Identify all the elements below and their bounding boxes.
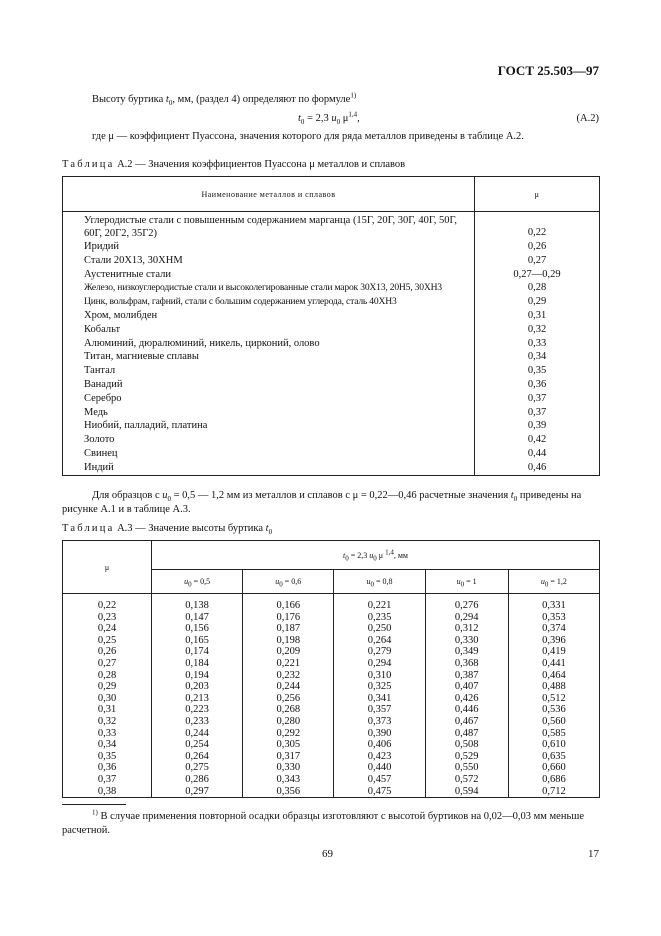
height-value: 0,341 (334, 693, 425, 705)
table-row (63, 739, 600, 751)
height-value: 0,560 (508, 716, 599, 728)
height-value: 0,512 (508, 693, 599, 705)
height-value: 0,457 (334, 774, 425, 786)
height-value: 0,221 (334, 600, 425, 612)
poisson-value: 0,33 (475, 337, 600, 351)
height-value: 0,585 (508, 728, 599, 740)
height-value: 0,330 (425, 635, 508, 647)
material-name: Индий (63, 461, 475, 475)
poisson-value: 0,27 (475, 254, 600, 268)
height-value: 0,464 (508, 670, 599, 682)
height-value: 0,529 (425, 751, 508, 763)
height-value: 0,419 (508, 646, 599, 658)
page-number-right: 17 (588, 848, 599, 860)
table-row (63, 309, 600, 323)
height-value: 0,244 (243, 681, 334, 693)
table-row (63, 378, 600, 392)
table-a3-caption: Таблица А.3 — Значение высоты буртика $t_0$ (62, 523, 273, 537)
height-value: 0,280 (243, 716, 334, 728)
poisson-value: 0,27—0,29 (475, 268, 600, 282)
height-value: 0,325 (334, 681, 425, 693)
u0-column-header: $u_0 = 0,5$ (152, 570, 243, 594)
height-value: 0,343 (243, 774, 334, 786)
col-mu-header: μ (63, 541, 152, 594)
table-row (63, 681, 600, 693)
table-row (63, 406, 600, 420)
material-name: Стали 20Х13, 30ХНМ (63, 254, 475, 268)
height-value: 0,488 (508, 681, 599, 693)
material-name: Хром, молибден (63, 309, 475, 323)
height-value: 0,233 (152, 716, 243, 728)
table-a3 (62, 540, 600, 798)
height-value: 0,374 (508, 623, 599, 635)
height-value: 0,536 (508, 704, 599, 716)
mu-value: 0,38 (63, 786, 152, 798)
height-value: 0,357 (334, 704, 425, 716)
height-value: 0,712 (508, 786, 599, 798)
table-row (63, 646, 600, 658)
poisson-value: 0,32 (475, 323, 600, 337)
table-row (63, 364, 600, 378)
height-value: 0,550 (425, 762, 508, 774)
height-value: 0,294 (334, 658, 425, 670)
formula-a2: $t_0 = 2,3$ $u_0$ $\mu^{1,4}$, (298, 110, 360, 127)
height-value: 0,406 (334, 739, 425, 751)
height-value: 0,610 (508, 739, 599, 751)
table-row (63, 693, 600, 705)
table-row (63, 240, 600, 254)
height-value: 0,423 (334, 751, 425, 763)
height-value: 0,635 (508, 751, 599, 763)
height-value: 0,209 (243, 646, 334, 658)
height-value: 0,166 (243, 600, 334, 612)
height-value: 0,198 (243, 635, 334, 647)
table-row (63, 281, 600, 295)
table-row (63, 433, 600, 447)
table-row (63, 786, 600, 798)
height-value: 0,446 (425, 704, 508, 716)
height-value: 0,330 (243, 762, 334, 774)
height-value: 0,317 (243, 751, 334, 763)
intro-line: Высоту буртика $t_0$, мм, (раздел 4) определяют по формуле$^{1)}$ (92, 91, 357, 108)
height-value: 0,223 (152, 704, 243, 716)
mu-value: 0,35 (63, 751, 152, 763)
height-value: 0,426 (425, 693, 508, 705)
height-value: 0,235 (334, 612, 425, 624)
mu-value: 0,25 (63, 635, 152, 647)
poisson-explanation: где μ — коэффициент Пуассона, значения которого для ряда металлов приведены в таблице А.2. (92, 131, 524, 142)
height-value: 0,390 (334, 728, 425, 740)
height-value: 0,213 (152, 693, 243, 705)
material-name: Титан, магниевые сплавы (63, 350, 475, 364)
height-value: 0,349 (425, 646, 508, 658)
height-value: 0,187 (243, 623, 334, 635)
height-value: 0,147 (152, 612, 243, 624)
material-name: Серебро (63, 392, 475, 406)
height-value: 0,407 (425, 681, 508, 693)
table-row (63, 751, 600, 763)
material-name: Свинец (63, 447, 475, 461)
material-name: Ниобий, палладий, платина (63, 419, 475, 433)
material-name: Иридий (63, 240, 475, 254)
mu-value: 0,30 (63, 693, 152, 705)
height-value: 0,221 (243, 658, 334, 670)
table-row (63, 635, 600, 647)
material-name: Алюминий, дюралюминий, никель, цирконий, олово (63, 337, 475, 351)
height-value: 0,660 (508, 762, 599, 774)
material-name: Кобальт (63, 323, 475, 337)
mu-value: 0,37 (63, 774, 152, 786)
height-value: 0,244 (152, 728, 243, 740)
height-value: 0,138 (152, 600, 243, 612)
material-name: Цинк, вольфрам, гафний, стали с большим содержанием углерода, сталь 40ХН3 (63, 295, 475, 309)
height-value: 0,305 (243, 739, 334, 751)
mu-value: 0,28 (63, 670, 152, 682)
col-material-header: Наименование металлов и сплавов (63, 177, 475, 212)
poisson-value: 0,28 (475, 281, 600, 295)
table-row (63, 658, 600, 670)
poisson-value: 0,44 (475, 447, 600, 461)
height-value: 0,276 (425, 600, 508, 612)
height-value: 0,572 (425, 774, 508, 786)
mu-value: 0,32 (63, 716, 152, 728)
poisson-value: 0,22 (475, 212, 600, 241)
table-row (63, 728, 600, 740)
material-name: Углеродистые стали с повышенным содержанием марганца (15Г, 20Г, 30Г, 40Г, 50Г, 60Г, 20Г2, 35Г2) (63, 212, 475, 241)
table-row (63, 623, 600, 635)
table-row (63, 716, 600, 728)
height-value: 0,275 (152, 762, 243, 774)
height-value: 0,156 (152, 623, 243, 635)
mu-value: 0,31 (63, 704, 152, 716)
height-value: 0,368 (425, 658, 508, 670)
standard-designation: ГОСТ 25.503—97 (497, 63, 599, 78)
height-value: 0,256 (243, 693, 334, 705)
poisson-value: 0,36 (475, 378, 600, 392)
group-header: $t_0 = 2,3$ $u_0$ μ $^{1,4}$, мм (152, 541, 600, 570)
poisson-value: 0,39 (475, 419, 600, 433)
height-value: 0,174 (152, 646, 243, 658)
material-name: Железо, низкоуглеродистые стали и высоколегированные стали марок 30Х13, 20Н5, 30ХН3 (63, 281, 475, 295)
height-value: 0,487 (425, 728, 508, 740)
height-value: 0,264 (152, 751, 243, 763)
material-name: Ванадий (63, 378, 475, 392)
mu-value: 0,34 (63, 739, 152, 751)
height-value: 0,176 (243, 612, 334, 624)
footnote: $^{1)}$ В случае применения повторной осадки образцы изготовляют с высотой буртиков на 0,02—0,03 мм меньше расчетной. (62, 808, 584, 836)
poisson-value: 0,29 (475, 295, 600, 309)
height-value: 0,686 (508, 774, 599, 786)
poisson-value: 0,37 (475, 392, 600, 406)
mu-value: 0,29 (63, 681, 152, 693)
height-value: 0,194 (152, 670, 243, 682)
poisson-value: 0,31 (475, 309, 600, 323)
height-value: 0,279 (334, 646, 425, 658)
u0-column-header: $u_0 = 1,2$ (508, 570, 599, 594)
material-name: Аустенитные стали (63, 268, 475, 282)
height-value: 0,268 (243, 704, 334, 716)
footnote-divider (62, 804, 126, 805)
height-value: 0,203 (152, 681, 243, 693)
table-row (63, 419, 600, 433)
height-value: 0,387 (425, 670, 508, 682)
height-value: 0,353 (508, 612, 599, 624)
poisson-value: 0,34 (475, 350, 600, 364)
height-value: 0,441 (508, 658, 599, 670)
height-value: 0,594 (425, 786, 508, 798)
height-value: 0,312 (425, 623, 508, 635)
table-row (63, 447, 600, 461)
height-value: 0,264 (334, 635, 425, 647)
height-value: 0,286 (152, 774, 243, 786)
u0-column-header: $u_0 = 0,6$ (243, 570, 334, 594)
height-value: 0,467 (425, 716, 508, 728)
height-value: 0,396 (508, 635, 599, 647)
material-name: Тантал (63, 364, 475, 378)
mu-value: 0,36 (63, 762, 152, 774)
table-row (63, 295, 600, 309)
table-row (63, 268, 600, 282)
mu-value: 0,22 (63, 600, 152, 612)
height-value: 0,508 (425, 739, 508, 751)
paragraph-a3-intro: Для образцов с $u_0 = 0,5$ — 1,2 мм из металлов и сплавов с μ = 0,22—0,46 расчетные значения $t_0$ приведены на рисунке А.1 и в таблице А.3. (62, 490, 582, 515)
height-value: 0,310 (334, 670, 425, 682)
page-number-center: 69 (322, 848, 333, 860)
mu-value: 0,26 (63, 646, 152, 658)
height-value: 0,373 (334, 716, 425, 728)
poisson-value: 0,37 (475, 406, 600, 420)
table-row (63, 337, 600, 351)
poisson-value: 0,35 (475, 364, 600, 378)
material-name: Медь (63, 406, 475, 420)
height-value: 0,232 (243, 670, 334, 682)
table-row (63, 704, 600, 716)
mu-value: 0,24 (63, 623, 152, 635)
height-value: 0,356 (243, 786, 334, 798)
table-row (63, 762, 600, 774)
table-row (63, 350, 600, 364)
table-a2-caption: Таблица А.2 — Значения коэффициентов Пуассона μ металлов и сплавов (62, 159, 406, 170)
height-value: 0,184 (152, 658, 243, 670)
table-row (63, 392, 600, 406)
mu-value: 0,27 (63, 658, 152, 670)
mu-value: 0,23 (63, 612, 152, 624)
poisson-value: 0,42 (475, 433, 600, 447)
height-value: 0,165 (152, 635, 243, 647)
table-row (63, 212, 600, 241)
table-row (63, 254, 600, 268)
height-value: 0,475 (334, 786, 425, 798)
table-row (63, 600, 600, 612)
table-a2 (62, 176, 600, 476)
table-row (63, 461, 600, 475)
table-row (63, 612, 600, 624)
formula-number: (А.2) (576, 113, 599, 124)
table-row (63, 774, 600, 786)
poisson-value: 0,26 (475, 240, 600, 254)
height-value: 0,294 (425, 612, 508, 624)
mu-value: 0,33 (63, 728, 152, 740)
u0-column-header: $u_0 = 1$ (425, 570, 508, 594)
table-row (63, 670, 600, 682)
height-value: 0,292 (243, 728, 334, 740)
material-name: Золото (63, 433, 475, 447)
height-value: 0,331 (508, 600, 599, 612)
height-value: 0,254 (152, 739, 243, 751)
height-value: 0,250 (334, 623, 425, 635)
table-row (63, 323, 600, 337)
height-value: 0,440 (334, 762, 425, 774)
col-mu-header: μ (475, 177, 600, 212)
footnote-ref: 1) (350, 91, 357, 100)
u0-column-header: $u_0 = 0,8$ (334, 570, 425, 594)
poisson-value: 0,46 (475, 461, 600, 475)
height-value: 0,297 (152, 786, 243, 798)
